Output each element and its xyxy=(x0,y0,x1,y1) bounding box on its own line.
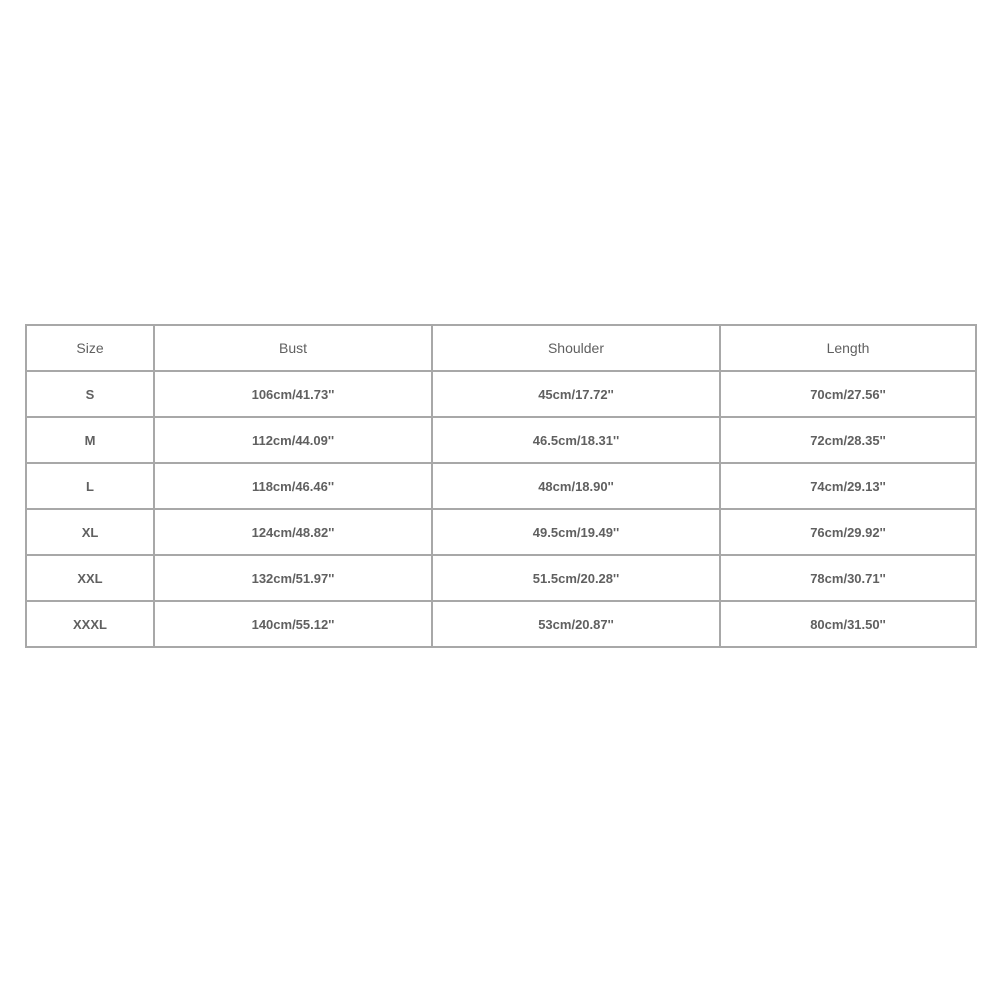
cell-length: 70cm/27.56'' xyxy=(720,371,976,417)
table-row xyxy=(26,371,976,417)
header-length: Length xyxy=(720,325,976,371)
cell-length: 78cm/30.71'' xyxy=(720,555,976,601)
cell-shoulder: 53cm/20.87'' xyxy=(432,601,720,647)
size-chart-table xyxy=(25,324,977,648)
header-shoulder: Shoulder xyxy=(432,325,720,371)
header-size: Size xyxy=(26,325,154,371)
cell-size: M xyxy=(26,417,154,463)
table-row xyxy=(26,601,976,647)
cell-shoulder: 45cm/17.72'' xyxy=(432,371,720,417)
cell-size: S xyxy=(26,371,154,417)
cell-size: XL xyxy=(26,509,154,555)
cell-shoulder: 48cm/18.90'' xyxy=(432,463,720,509)
cell-bust: 112cm/44.09'' xyxy=(154,417,432,463)
cell-size: XXL xyxy=(26,555,154,601)
cell-length: 76cm/29.92'' xyxy=(720,509,976,555)
cell-bust: 140cm/55.12'' xyxy=(154,601,432,647)
cell-size: L xyxy=(26,463,154,509)
table-row xyxy=(26,555,976,601)
cell-shoulder: 46.5cm/18.31'' xyxy=(432,417,720,463)
size-chart-body xyxy=(26,371,976,647)
cell-shoulder: 51.5cm/20.28'' xyxy=(432,555,720,601)
size-chart-header xyxy=(26,325,976,371)
table-row xyxy=(26,509,976,555)
cell-bust: 132cm/51.97'' xyxy=(154,555,432,601)
cell-bust: 124cm/48.82'' xyxy=(154,509,432,555)
cell-length: 80cm/31.50'' xyxy=(720,601,976,647)
cell-size: XXXL xyxy=(26,601,154,647)
cell-length: 72cm/28.35'' xyxy=(720,417,976,463)
cell-bust: 118cm/46.46'' xyxy=(154,463,432,509)
cell-bust: 106cm/41.73'' xyxy=(154,371,432,417)
header-bust: Bust xyxy=(154,325,432,371)
header-row xyxy=(26,325,976,371)
table-row xyxy=(26,417,976,463)
cell-length: 74cm/29.13'' xyxy=(720,463,976,509)
cell-shoulder: 49.5cm/19.49'' xyxy=(432,509,720,555)
table-row xyxy=(26,463,976,509)
